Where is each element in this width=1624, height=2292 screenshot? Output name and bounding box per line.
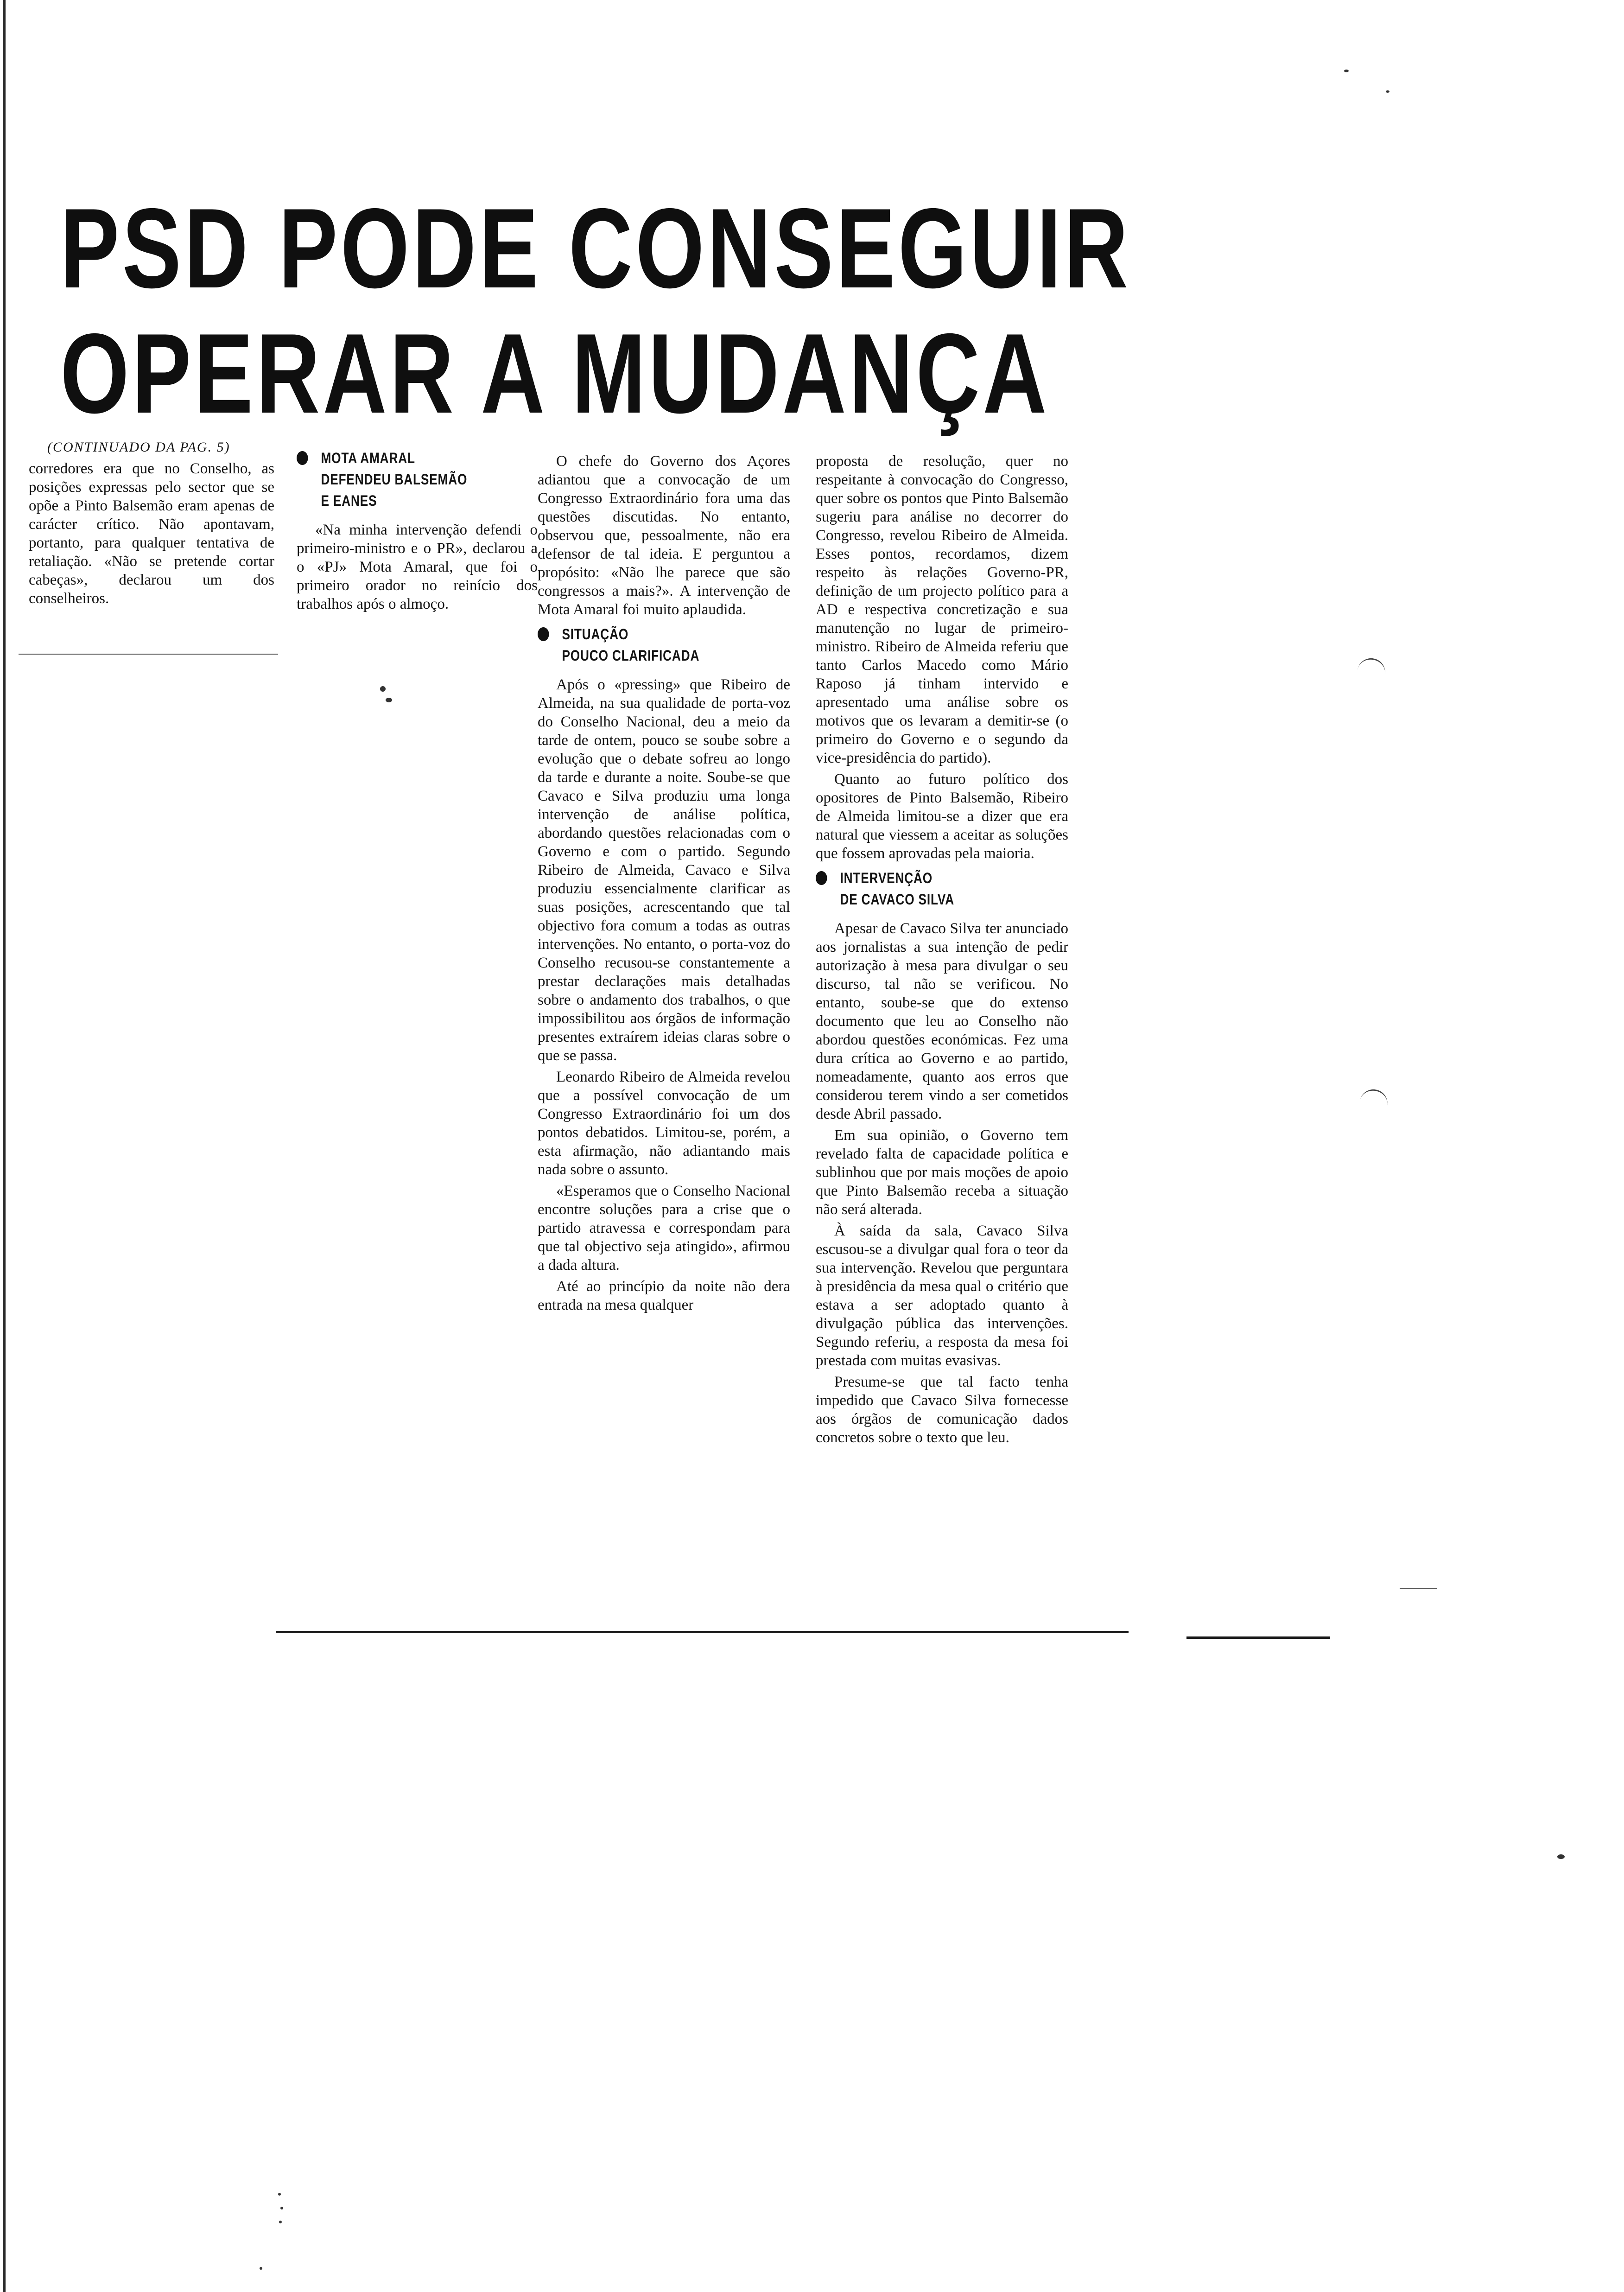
column-2-paragraph-1: «Na minha intervenção defendi o primeiro-ministro e o PR», declarou a o «PJ» Mota Amaral, que foi o primeiro orador no reinício dos trabalhos após o almoço. (297, 522, 538, 612)
column-4 (816, 452, 1068, 1450)
scan-speck (1557, 1854, 1565, 1859)
scan-speck (260, 2267, 262, 2270)
scan-speck (278, 2193, 281, 2196)
column-4-paragraph-2: Quanto ao futuro político dos opositores de Pinto Balsemão, Ribeiro de Almeida limitou-se a dizer que era natural que viessem a aceitar as soluções que fossem aprovadas pela maioria. (816, 771, 1068, 862)
scan-mark (1357, 656, 1388, 681)
bottom-rule-left (276, 1631, 1129, 1633)
scan-speck (380, 686, 386, 692)
scan-speck (1344, 70, 1349, 72)
column-3-paragraph-1: O chefe do Governo dos Açores adiantou que a convocação de um Congresso Extraordinário fora uma das questões discutidas. No entanto, observou que, pessoalmente, não era defensor de tal ideia. E perguntou a propósito: «Não lhe parece que são congressos a mais?». A intervenção de Mota Amaral foi muito aplaudida. (538, 453, 790, 618)
column-4-paragraph-1: proposta de resolução, quer no respeitante à convocação do Congresso, quer sobre os pontos que Pinto Balsemão sugeriu para análise no decorrer do Congresso, revelou Ribeiro de Almeida. Esses pontos, recordamos, dizem respeito às relações Governo-PR, definição de um projecto político para a AD e respectiva concretização e sua manutenção no lugar de primeiro-ministro. Ribeiro de Almeida referiu que tanto Carlos Macedo como Mário Raposo já tinham intervido e apresentado uma análise sobre os motivos que os levaram a demitir-se (o primeiro do Governo e o segundo da vice-presidência do partido). (816, 453, 1068, 766)
headline-line-1: PSD PODE CONSEGUIR (60, 185, 1131, 312)
bullet-icon (816, 871, 827, 885)
subhead-situacao (538, 624, 745, 666)
subhead-line-3: E EANES (321, 492, 377, 509)
column-4-paragraph-5: À saída da sala, Cavaco Silva escusou-se a divulgar qual fora o teor da sua intervenção. Revelou que perguntara à presidência da mesa qual o critério que estava a ser adoptado quanto à divulgação pública das intervenções. Segundo referiu, a resposta da mesa foi prestada com muitas evasivas. (816, 1222, 1068, 1369)
column-2 (297, 443, 538, 616)
headline (60, 185, 1131, 437)
scan-speck (386, 698, 392, 702)
column-1-bottom-rule (19, 654, 278, 655)
column-3-paragraph-5: Até ao princípio da noite não dera entrada na mesa qualquer (538, 1278, 790, 1313)
subhead-line-2: POUCO CLARIFICADA (562, 647, 700, 664)
column-4-paragraph-3: Apesar de Cavaco Silva ter anunciado aos jornalistas a sua intenção de pedir autorização à mesa para divulgar o seu discurso, tal não se verificou. No entanto, soube-se que do extenso documento que leu ao Conselho não abordou questões económicas. Fez uma dura crítica ao Governo e ao partido, nomeadamente, quanto aos erros que considerou terem vindo a ser cometidos desde Abril passado. (816, 920, 1068, 1122)
column-1-paragraph-1: corredores era que no Conselho, as posições expressas pelo sector que se opõe a Pinto Balsemão eram apenas de carácter crítico. Não apontavam, portanto, para qualquer tentativa de retaliação. «Não se pretende cortar cabeças», declarou um dos conselheiros. (29, 460, 274, 607)
subhead-intervencao (816, 867, 1023, 910)
scan-speck (1386, 90, 1389, 93)
subhead-line-2: DE CAVACO SILVA (840, 891, 955, 908)
bullet-icon (538, 627, 549, 641)
scan-edge-line (3, 0, 6, 2292)
scan-speck (279, 2221, 282, 2223)
subhead-line-1: MOTA AMARAL (321, 450, 415, 466)
column-1 (29, 438, 274, 611)
short-dash-right (1400, 1588, 1437, 1589)
column-3 (538, 452, 790, 1317)
headline-line-2: OPERAR A MUDANÇA (60, 310, 1050, 437)
column-4-paragraph-6: Presume-se que tal facto tenha impedido que Cavaco Silva fornecesse aos órgãos de comunicação dados concretos sobre o texto que leu. (816, 1374, 1068, 1446)
subhead-mota-amaral (297, 447, 494, 511)
scan-speck (280, 2207, 283, 2209)
subhead-line-1: SITUAÇÃO (562, 626, 629, 643)
column-3-paragraph-2: Após o «pressing» que Ribeiro de Almeida, na sua qualidade de porta-voz do Conselho Nacional, deu a meio da tarde de ontem, pouco se soube sobre a evolução que o debate sofreu ao longo da tarde e durante a noite. Soube-se que Cavaco e Silva produziu uma longa intervenção de análise política, abordando questões relacionadas com o Governo e com o partido. Segundo Ribeiro de Almeida, Cavaco e Silva produziu essencialmente clarificar as suas posições, acrescentando que tal objectivo fora comum a todas as outras intervenções. No entanto, o porta-voz do Conselho recusou-se constantemente a prestar declarações mais detalhadas sobre o andamento dos trabalhos, o que impossibilitou aos órgãos de informação presentes extraírem ideias claras sobre o que se passa. (538, 676, 790, 1064)
bullet-icon (297, 451, 308, 465)
scan-mark (1359, 1087, 1390, 1112)
column-4-paragraph-4: Em sua opinião, o Governo tem revelado falta de capacidade política e sublinhou que por mais moções de apoio que Pinto Balsemão receba a situação não será alterada. (816, 1127, 1068, 1218)
continued-note: (CONTINUADO DA PAG. 5) (47, 439, 230, 455)
subhead-line-2: DEFENDEU BALSEMÃO (321, 471, 468, 488)
bottom-rule-right (1186, 1636, 1330, 1639)
column-3-paragraph-3: Leonardo Ribeiro de Almeida revelou que a possível convocação de um Congresso Extraordinário foi um dos pontos debatidos. Limitou-se, porém, a esta afirmação, não adiantando mais nada sobre o assunto. (538, 1069, 790, 1178)
subhead-line-1: INTERVENÇÃO (840, 870, 933, 886)
column-3-paragraph-4: «Esperamos que o Conselho Nacional encontre soluções para a crise que o partido atravessa e correspondam para que tal objectivo seja atingido», afirmou a dada altura. (538, 1183, 790, 1273)
